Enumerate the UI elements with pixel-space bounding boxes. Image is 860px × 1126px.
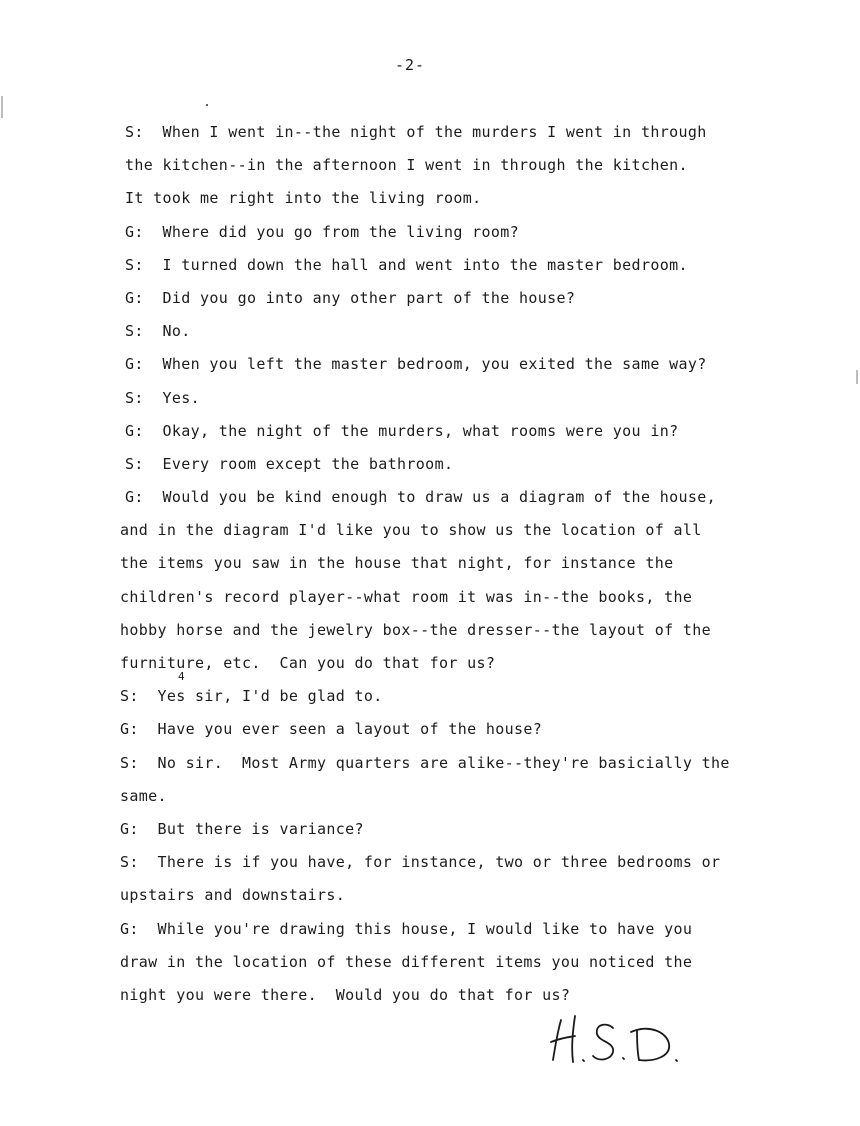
transcript-line: S: Yes sir, I'd be glad to. xyxy=(120,687,383,706)
transcript-line: G: Would you be kind enough to draw us a diagram of the house, xyxy=(125,488,716,507)
transcript-line: S: No. xyxy=(125,322,191,341)
transcript-line: the kitchen--in the afternoon I went in through the kitchen. xyxy=(125,156,688,175)
transcript-line: G: Where did you go from the living room? xyxy=(125,222,519,241)
transcript-line: and in the diagram I'd like you to show us the location of all xyxy=(120,521,702,540)
handwritten-initials xyxy=(545,1010,685,1070)
transcript-line: same. xyxy=(120,786,167,805)
transcript-line: children's record player--what room it was in--the books, the xyxy=(120,587,693,606)
scan-edge-mark xyxy=(1,96,3,118)
transcript-line: S: Yes. xyxy=(125,388,201,407)
transcript xyxy=(120,120,800,1016)
transcript-line: G: When you left the master bedroom, you exited the same way? xyxy=(125,355,707,374)
transcript-line: the items you saw in the house that night, for instance the xyxy=(120,554,674,573)
transcript-line: G: But there is variance? xyxy=(120,819,364,838)
transcript-line: G: Have you ever seen a layout of the house? xyxy=(120,720,543,739)
transcript-line: G: Okay, the night of the murders, what rooms were you in? xyxy=(125,421,679,440)
transcript-line: It took me right into the living room. xyxy=(125,189,482,208)
transcript-line: furniture, etc. Can you do that for us? xyxy=(120,654,496,672)
stray-mark xyxy=(206,104,208,106)
transcript-line: night you were there. Would you do that for us? xyxy=(120,985,571,1004)
transcript-line: S: I turned down the hall and went into the master bedroom. xyxy=(125,255,688,274)
transcript-line: G: While you're drawing this house, I would like to have you xyxy=(120,919,693,938)
transcript-line: hobby horse and the jewelry box--the dresser--the layout of the xyxy=(120,620,711,639)
transcript-line: draw in the location of these different items you noticed the xyxy=(120,952,693,971)
transcript-line: S: Every room except the bathroom. xyxy=(125,454,454,473)
transcript-line: G: Did you go into any other part of the house? xyxy=(125,288,576,307)
transcript-line: S: No sir. Most Army quarters are alike--they're basicially the xyxy=(120,753,730,772)
scan-edge-mark xyxy=(856,370,858,384)
transcript-line: S: There is if you have, for instance, two or three bedrooms or xyxy=(120,853,721,872)
insertion-mark: 4 xyxy=(178,670,185,683)
transcript-line: upstairs and downstairs. xyxy=(120,886,346,905)
transcript-line: S: When I went in--the night of the murders I went in through xyxy=(125,123,707,141)
page-number: -2- xyxy=(394,56,426,74)
